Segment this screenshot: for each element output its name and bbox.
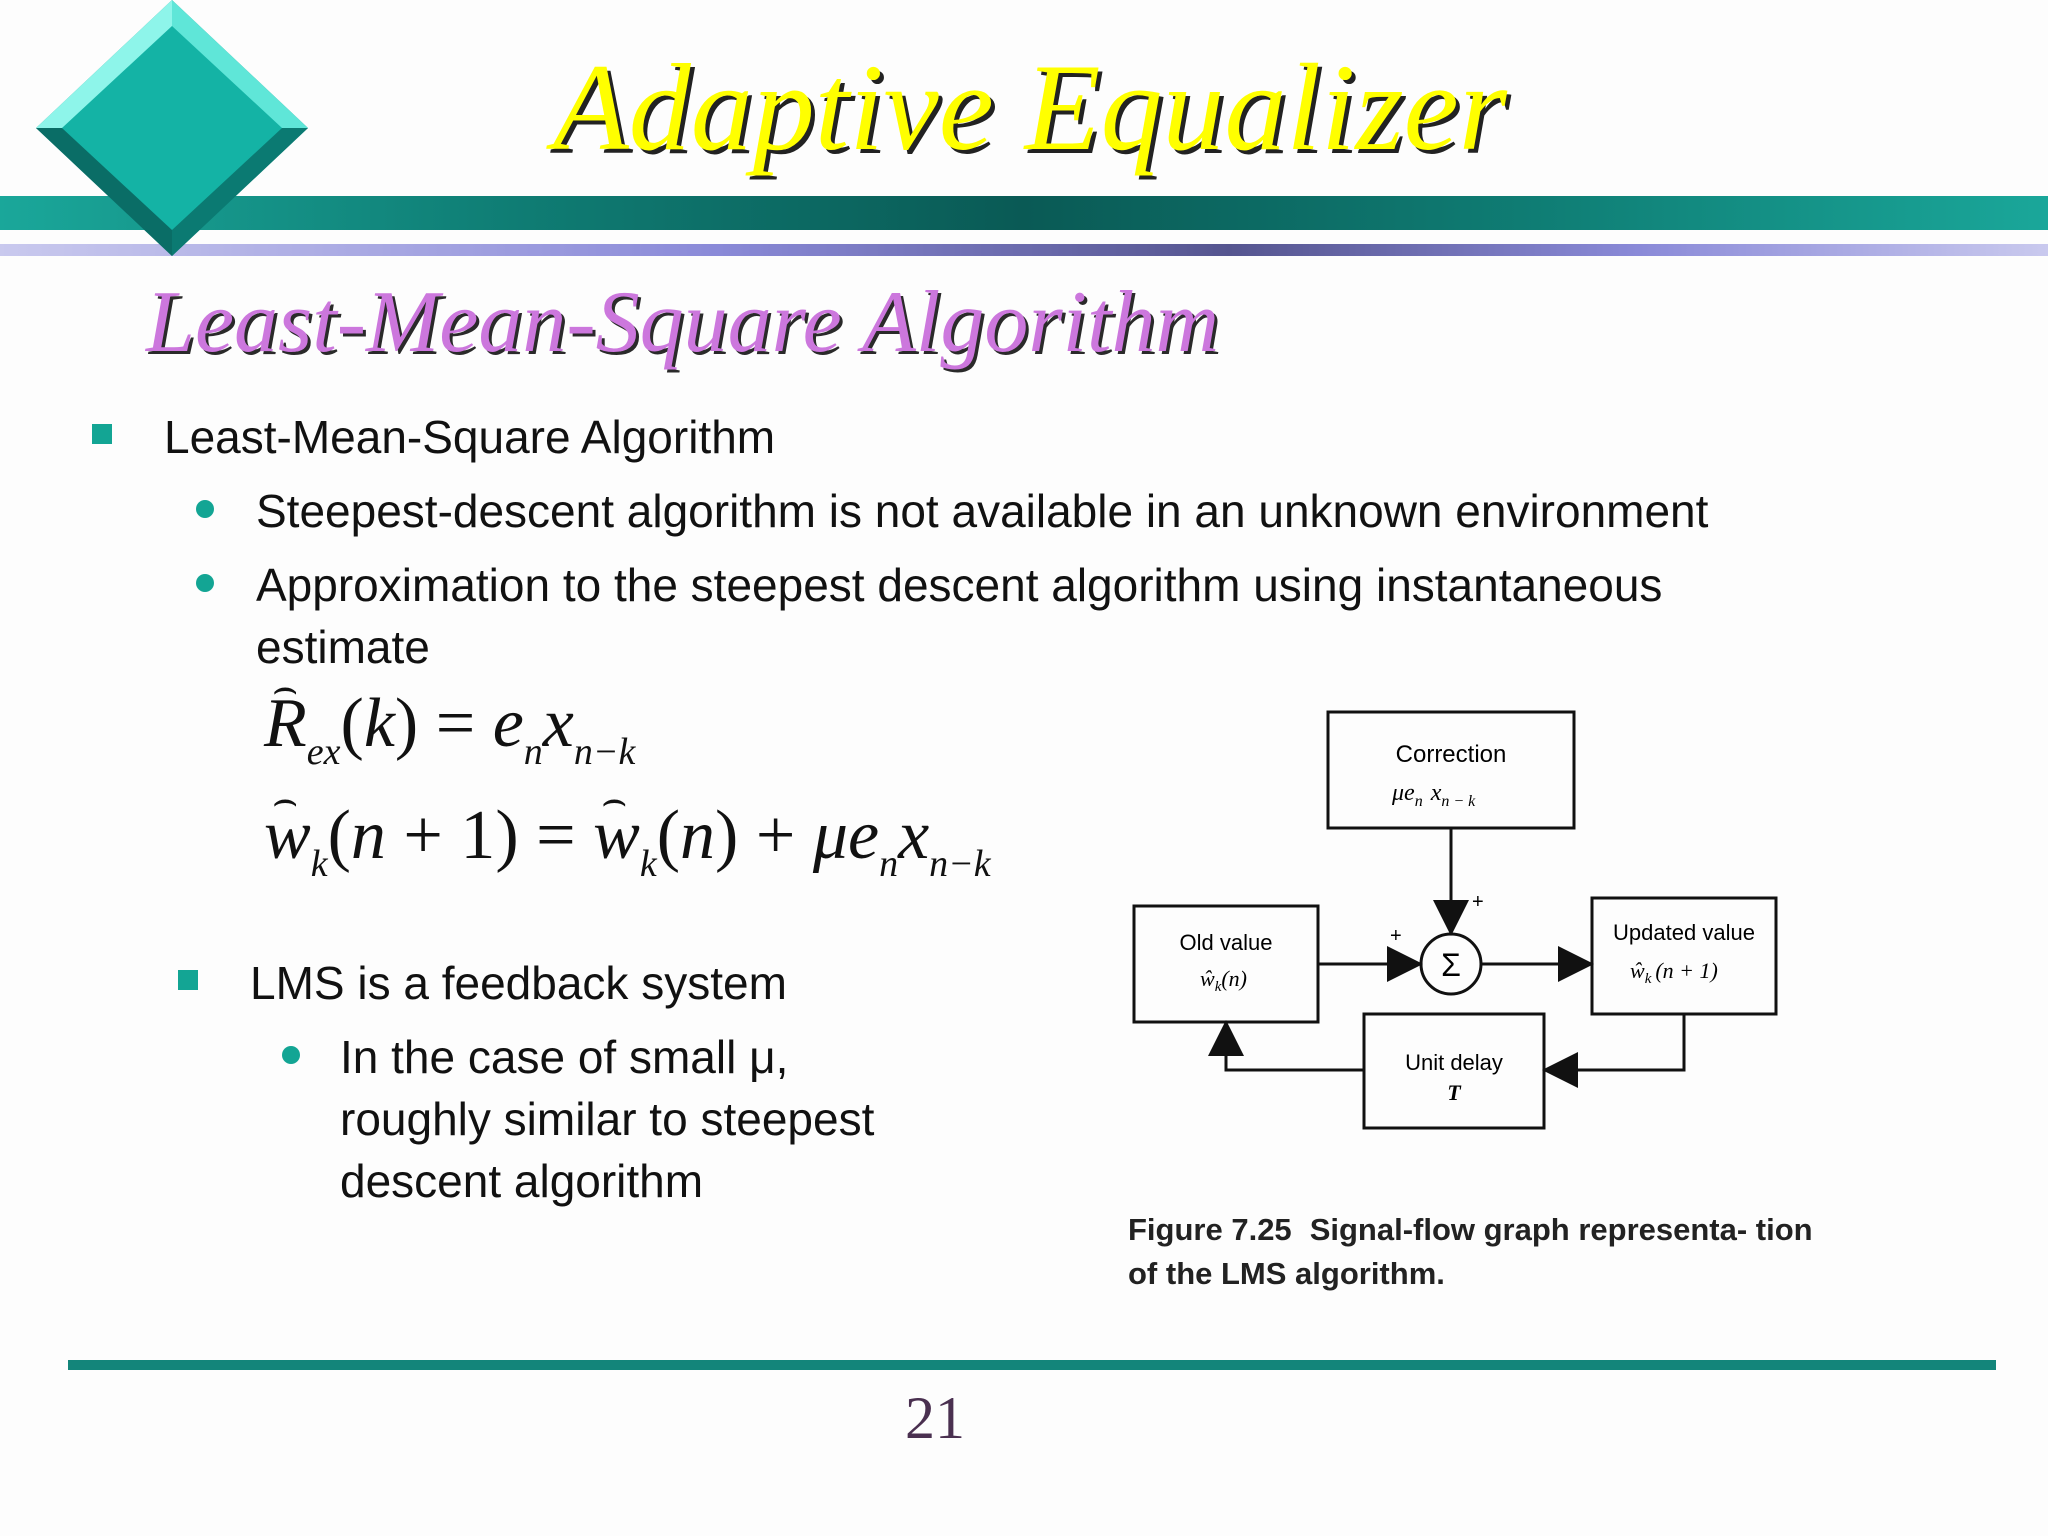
diamond-logo-icon	[36, 0, 308, 260]
updated-value-label: Updated value	[1613, 920, 1755, 945]
bullet-dot-icon	[196, 500, 214, 518]
old-value-expression: $ŵ_k(n)$	[1200, 966, 1248, 995]
updated-value-box	[1592, 898, 1776, 1014]
footer-line	[68, 1360, 1996, 1370]
sum-symbol: Σ	[1441, 947, 1461, 983]
equation-autocorrelation-estimate: ⌢ $R_{ex}(k) = e_nx_{n-k}$	[264, 684, 635, 774]
sub-bullet-text: In the case of small μ,	[340, 1031, 789, 1083]
bullet-text: LMS is a feedback system	[250, 957, 787, 1009]
bullet-text: Least-Mean-Square Algorithm	[164, 411, 776, 463]
sub-bullet-text: roughly similar to steepest	[340, 1093, 875, 1145]
updated-value-expression: $ŵ_k$ (n + 1)	[1630, 958, 1718, 987]
sub-bullet-text: descent algorithm	[340, 1155, 704, 1207]
lms-signal-flow-diagram	[1120, 700, 1810, 1140]
bullet-dot-icon	[196, 574, 214, 592]
correction-box	[1328, 712, 1574, 828]
unit-delay-label: Unit delay	[1405, 1050, 1503, 1075]
sub-bullet-text: Steepest-descent algorithm is not available in an unknown environment	[256, 485, 1709, 537]
bullet-dot-icon	[282, 1046, 300, 1064]
old-value-box	[1134, 906, 1318, 1022]
equation-weight-update: ⌢ $w_k(n + 1)$ = ⌢ $w_k(n) + \mu e_nx_{n-k}$	[264, 796, 991, 886]
plus-top: +	[1472, 891, 1484, 913]
caption-text: Signal-flow graph representa- tion of the LMS algorithm.	[1128, 1212, 1813, 1291]
correction-expression: $\mu e_n$ $x_{n - k}$	[1392, 780, 1476, 810]
unit-delay-symbol: T	[1447, 1080, 1461, 1105]
caption-number: Figure 7.25	[1128, 1212, 1292, 1247]
sub-bullet-text: Approximation to the steepest descent algorithm using instantaneous	[256, 559, 1663, 611]
bullet-square-icon	[178, 970, 198, 990]
old-value-label: Old value	[1179, 930, 1273, 955]
slide-title: Adaptive Equalizer	[553, 39, 1507, 176]
figure-caption	[1128, 1208, 1828, 1296]
sub-bullet-text: estimate	[256, 621, 430, 673]
slide-subtitle: Least-Mean-Square Algorithm	[146, 274, 1220, 371]
plus-left: +	[1390, 925, 1402, 947]
page-number: 21	[905, 1385, 965, 1451]
bullet-square-icon	[92, 424, 112, 444]
correction-label: Correction	[1395, 741, 1507, 768]
